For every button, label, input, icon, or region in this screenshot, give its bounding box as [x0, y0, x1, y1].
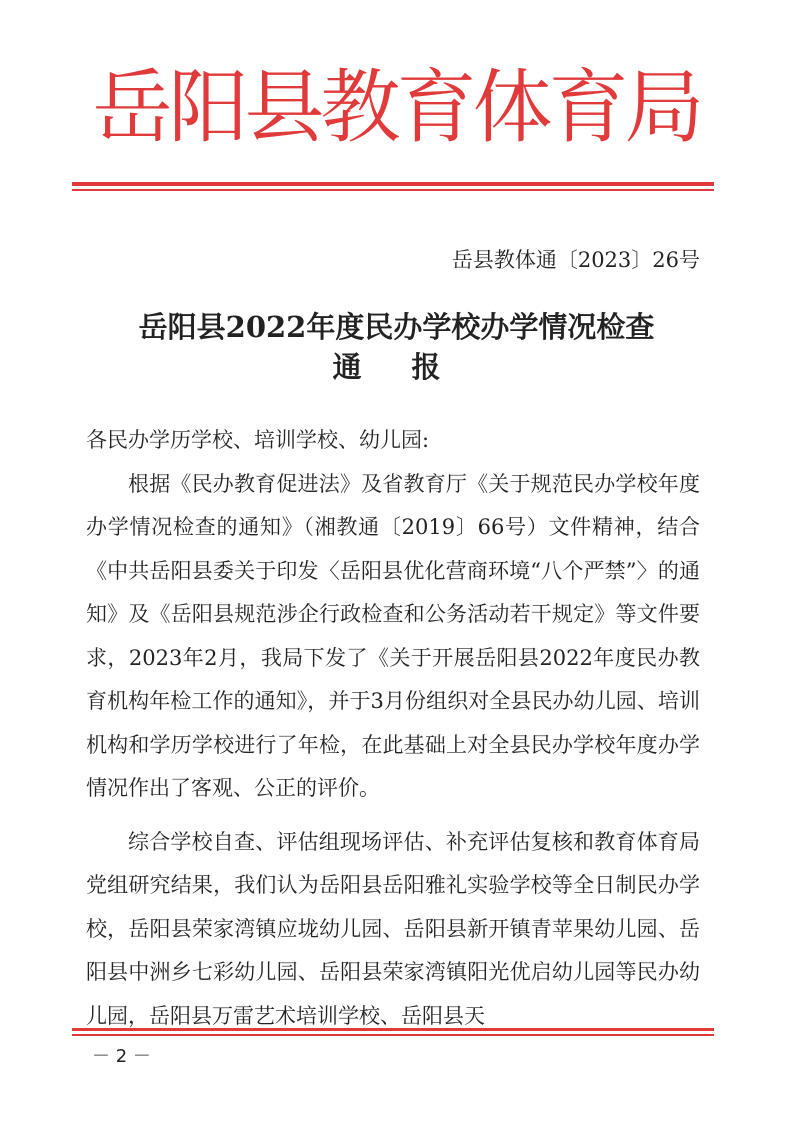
header-red-rule-thin [72, 189, 714, 191]
body-paragraph-2: 综合学校自查、评估组现场评估、补充评估复核和教育体育局党组研究结果，我们认为岳阳县岳阳雅礼实验学校等全日制民办学校，岳阳县荣家湾镇应垅幼儿园、岳阳县新开镇青苹果幼儿园、岳阳县中洲乡七彩幼儿园、岳阳县荣家湾镇阳光优启幼儿园等民办幼儿园，岳阳县万雷艺术培训学校、岳阳县天 [86, 829, 700, 1028]
body-paragraph-1: 根据《民办教育促进法》及省教育厅《关于规范民办学校年度办学情况检查的通知》（湘教通〔2019〕66号）文件精神，结合《中共岳阳县委关于印发〈岳阳县优化营商环境“八个严禁”〉的通知》及《岳阳县规范涉企行政检查和公务活动若干规定》等文件要求，2023年2月，我局下发了《关于开展岳阳县2022年度民办教育机构年检工作的通知》，并于3月份组织对全县民办幼儿园、培训机构和学历学校进行了年检，在此基础上对全县民办学校年度办学情况作出了客观、公正的评价。 [86, 471, 700, 800]
document-title-line2: 通 报 [332, 350, 461, 384]
issuing-authority-masthead: 岳阳县教育体育局 [92, 61, 701, 154]
page-number: － 2 － [92, 1046, 151, 1067]
document-number: 岳县教体通〔2023〕26号 [451, 248, 700, 272]
footer-red-rule-thick [72, 1028, 714, 1031]
header-red-rule-thick [72, 182, 714, 186]
document-body [86, 419, 700, 1038]
footer-red-rule-thin [72, 1034, 714, 1036]
document-title-line1: 岳阳县2022年度民办学校办学情况检查 [138, 310, 655, 344]
salutation: 各民办学历学校、培训学校、幼儿园: [86, 428, 430, 452]
